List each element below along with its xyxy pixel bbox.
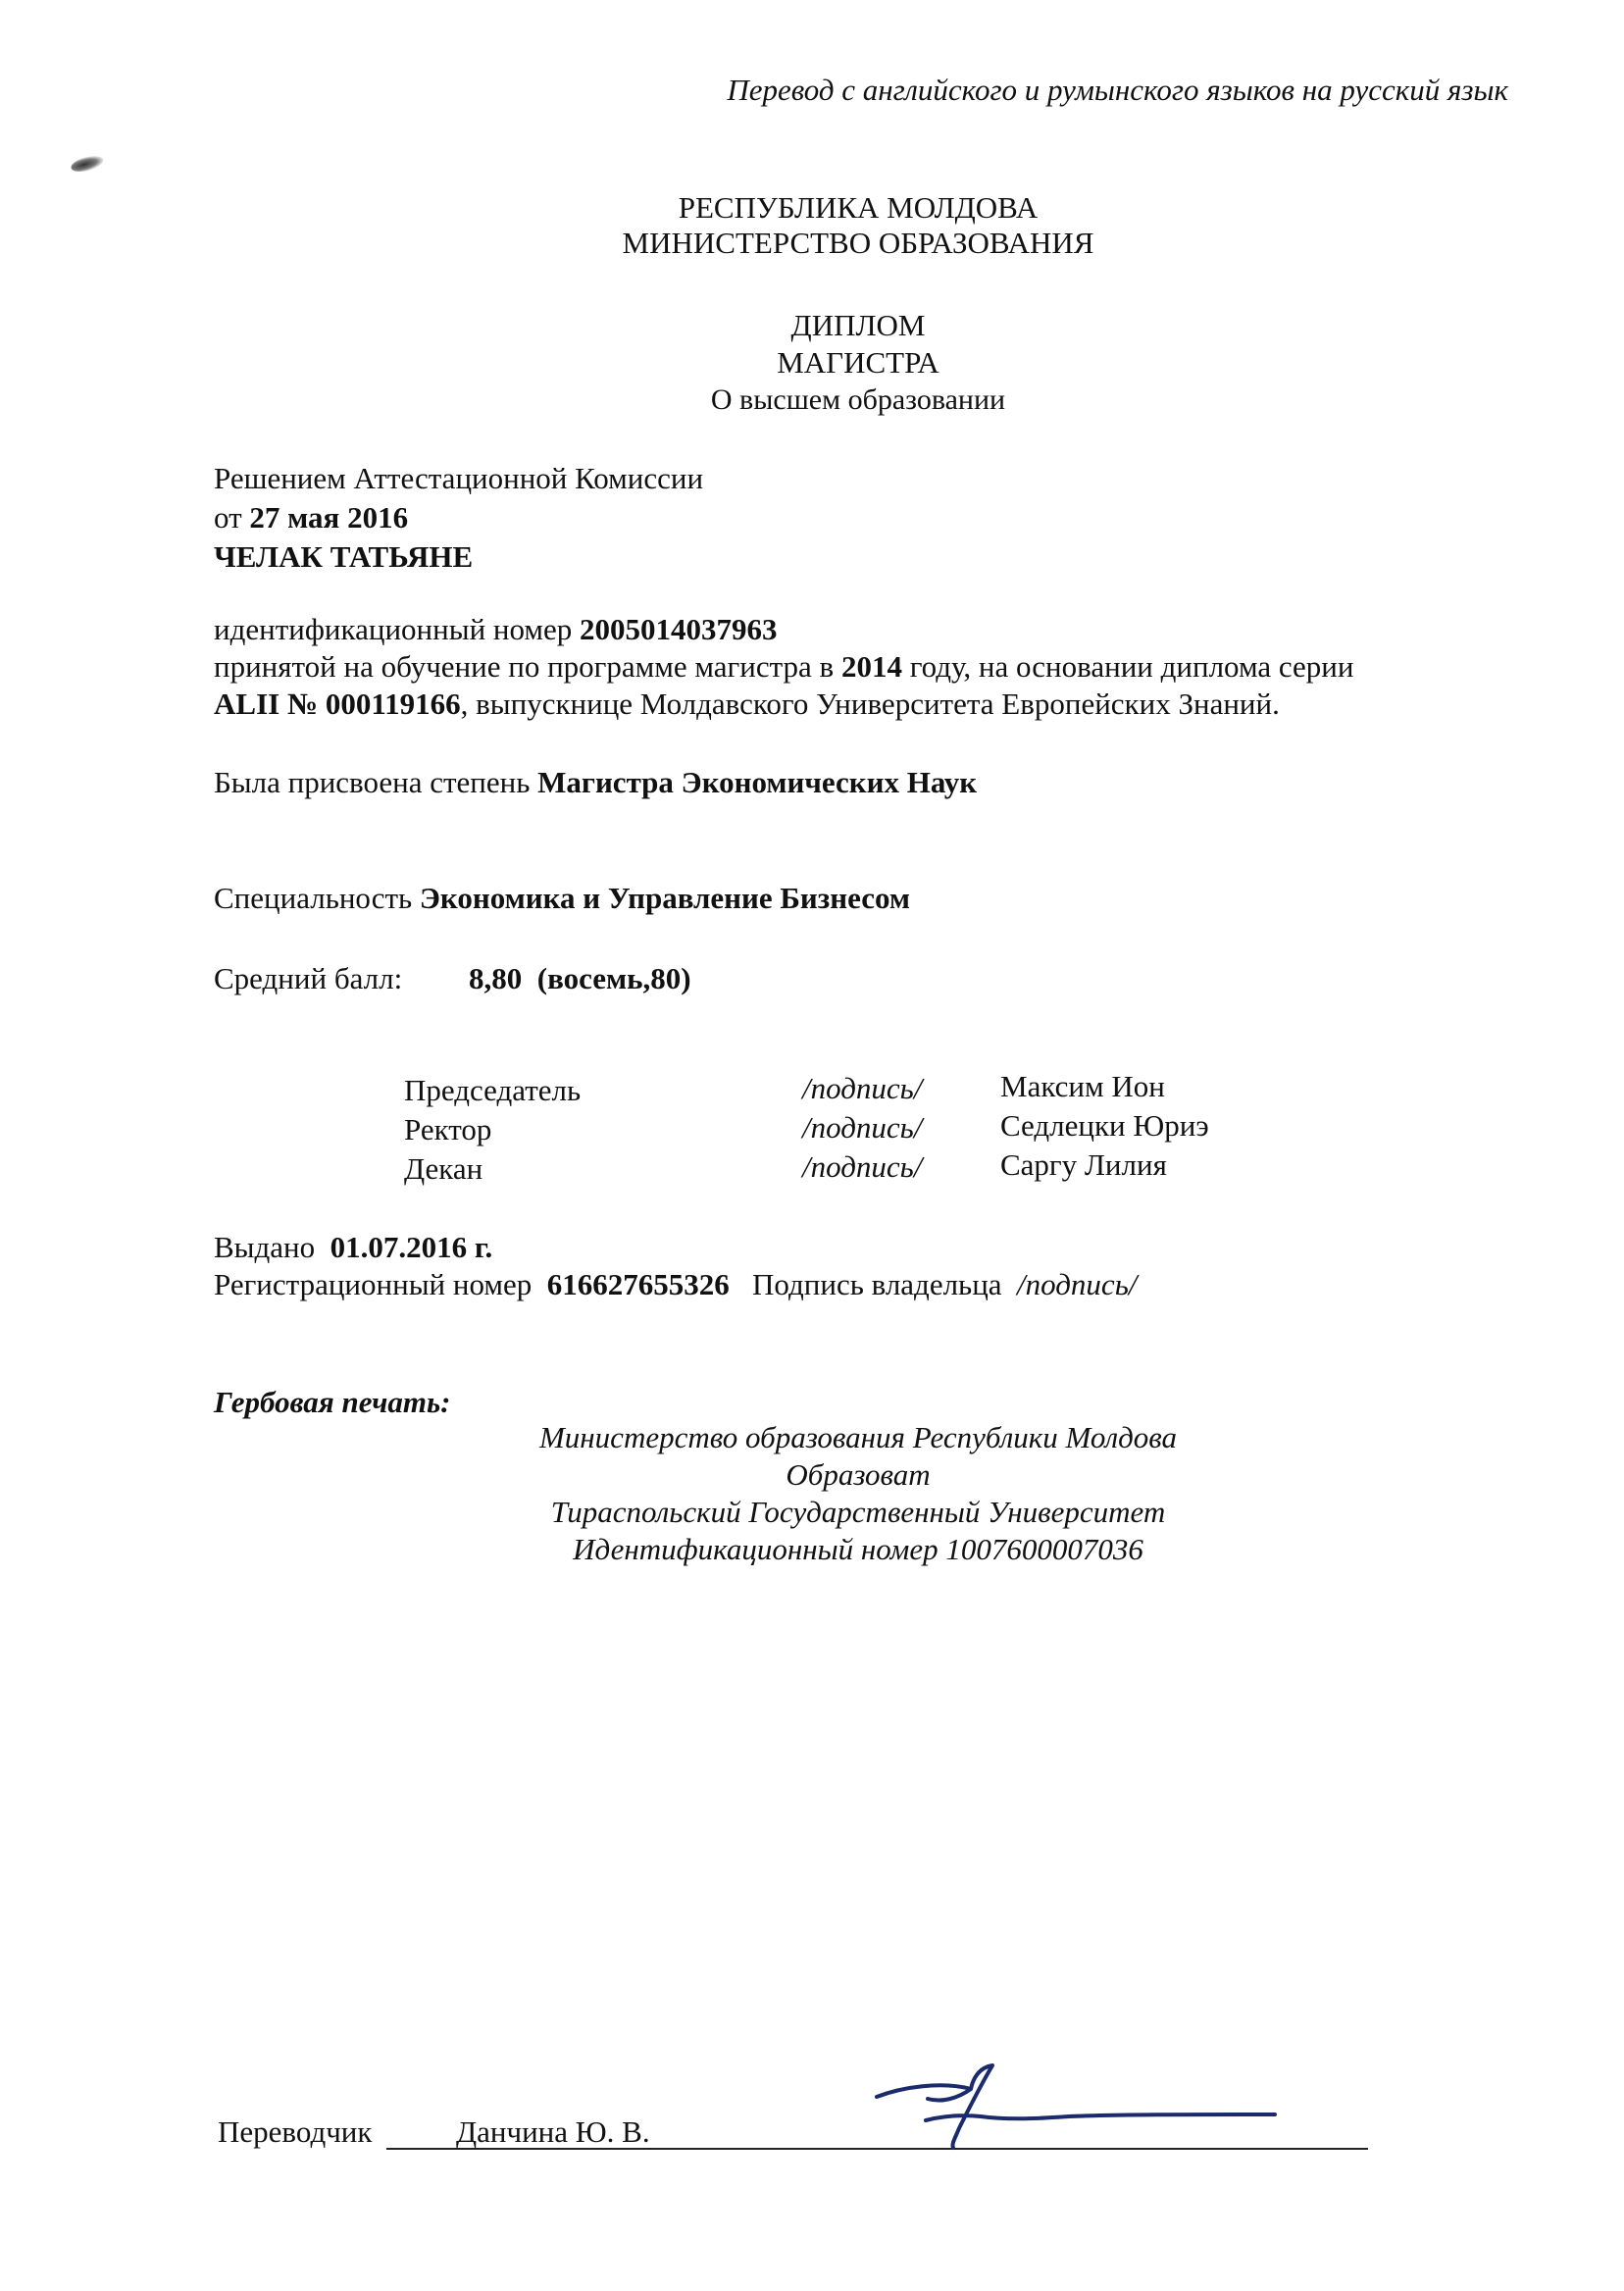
issued-line (214, 1228, 492, 1267)
signatory-name: Саргу Лилия (1000, 1147, 1167, 1182)
degree-prefix: Была присвоена степень (214, 765, 531, 799)
id-number: 2005014037963 (580, 612, 778, 646)
signatory-role: Ректор (404, 1112, 492, 1146)
previous-diploma-line (214, 685, 1280, 724)
title-republic: РЕСПУБЛИКА МОЛДОВА (678, 190, 1039, 225)
seal-line: Тираспольский Государственный Университет (550, 1495, 1166, 1529)
degree-line (214, 763, 977, 802)
average-value: 8,80 (восемь,80) (469, 961, 691, 995)
issued-date: 01.07.2016 г. (330, 1230, 493, 1264)
signatory-signature: /подпись/ (802, 1110, 923, 1145)
admission-year: 2014 (840, 649, 902, 684)
registration-label: Регистрационный номер (214, 1267, 533, 1301)
seal-heading: Гербовая печать: (214, 1385, 451, 1419)
seal-line: Министерство образования Республики Молдова (538, 1420, 1178, 1454)
owner-signature-label: Подпись владельца (752, 1267, 1002, 1301)
scan-smudge (70, 153, 105, 175)
issued-label: Выдано (214, 1230, 316, 1264)
owner-signature: /подпись/ (1017, 1267, 1138, 1301)
signatory-role: Декан (404, 1151, 483, 1186)
seal-line: Идентификационный номер 1007600007036 (573, 1532, 1143, 1566)
title-higher-education: О высшем образовании (710, 383, 1006, 416)
title-master: МАГИСТРА (777, 345, 939, 380)
signatory-signature: /подпись/ (802, 1149, 923, 1184)
signatory-role: Председатель (404, 1073, 582, 1107)
previous-diploma-series: ALII № 000119166 (214, 687, 461, 721)
registration-line (214, 1265, 1137, 1304)
id-line (214, 610, 778, 649)
admission-prefix: принятой на обучение по программе магистра в (214, 649, 835, 684)
signatory-name: Максим Ион (1000, 1069, 1165, 1103)
translator-name: Данчина Ю. В. (456, 2114, 650, 2149)
decision-date-prefix: от (214, 500, 242, 535)
decision-date-line (214, 498, 408, 537)
admission-suffix: году, на основании диплома серии (909, 649, 1354, 684)
graduate-name: ЧЕЛАК ТАТЬЯНЕ (214, 539, 474, 574)
translation-note: Перевод с английского и румынского языков на русский язык (727, 73, 1508, 107)
registration-number: 616627655326 (546, 1267, 730, 1301)
translator-label: Переводчик (218, 2114, 373, 2149)
average-label: Средний балл: (214, 961, 403, 995)
specialty-prefix: Специальность (214, 881, 413, 915)
translator-signature-mark (863, 2060, 1412, 2158)
id-prefix: идентификационный номер (214, 612, 573, 646)
title-diploma: ДИПЛОМ (790, 308, 926, 342)
graduate-of-text: , выпускнице Молдавского Университета Европейских Знаний. (460, 687, 1280, 721)
degree-value: Магистра Экономических Наук (537, 765, 978, 799)
seal-line: Образоват (786, 1457, 931, 1492)
title-ministry: МИНИСТЕРСТВО ОБРАЗОВАНИЯ (622, 226, 1094, 260)
decision-date: 27 мая 2016 (249, 500, 409, 535)
admission-line (214, 647, 1353, 687)
signatory-name: Седлецки Юриэ (1000, 1108, 1209, 1143)
specialty-line (214, 879, 910, 918)
signatory-signature: /подпись/ (802, 1071, 923, 1105)
specialty-value: Экономика и Управление Бизнесом (419, 881, 911, 915)
decision-line: Решением Аттестационной Комиссии (214, 461, 704, 495)
